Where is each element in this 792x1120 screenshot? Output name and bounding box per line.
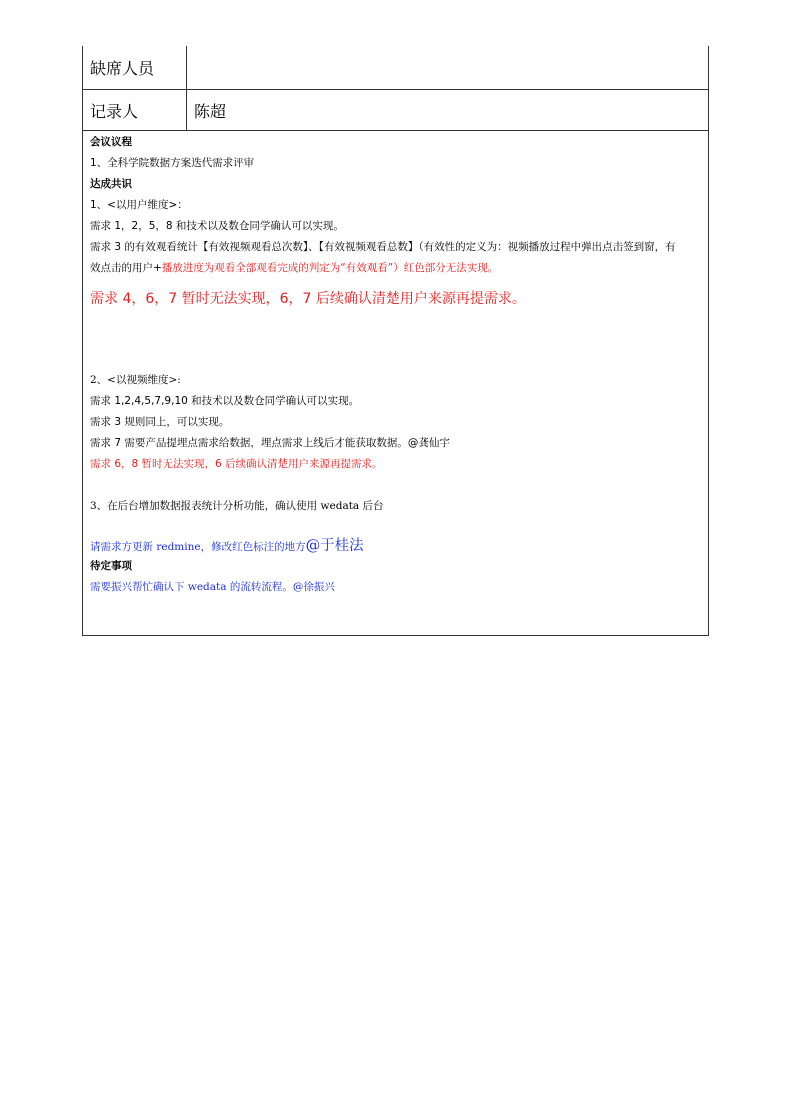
section3: 3、在后台增加数据报表统计分析功能，确认使用 wedata 后台 <box>90 500 384 512</box>
agenda-item: 1、全科学院数据方案迭代需求评审 <box>90 157 255 169</box>
v-req68: 需求 6，8 暂时无法实现，6 后续确认清楚用户来源再提需求。 <box>90 458 383 470</box>
v-req3: 需求 3 规则同上，可以实现。 <box>90 416 230 428</box>
req3-line2 <box>90 261 498 275</box>
v-req7: 需求 7 需要产品提埋点需求给数据，埋点需求上线后才能获取数据。@龚仙宇 <box>90 437 450 449</box>
agenda-heading: 会议议程 <box>90 136 132 148</box>
redmine-mention: @于桂法 <box>305 538 364 554</box>
req3-line2-red: 播放进度为观看全部观看完成的判定为“有效观看”）红色部分无法实现。 <box>161 262 499 274</box>
recorder-label: 记录人 <box>90 101 139 121</box>
req3-line1: 需求 3 的有效观看统计【有效视频观看总次数】、【有效视频观看总数】（有效性的定义为：视频播放过程中弹出点击签到窗，有 <box>90 241 676 253</box>
req467-line <box>90 290 526 308</box>
absent-row <box>83 46 708 90</box>
req-125: 需求 1，2，5，8 和技术以及数仓同学确认可以实现。 <box>90 220 344 232</box>
column-divider <box>186 90 187 130</box>
recorder-value: 陈超 <box>194 101 227 121</box>
absent-label: 缺席人员 <box>90 59 155 78</box>
section2-title: 2、<以视频维度>: <box>90 374 181 386</box>
pending-item: 需要振兴帮忙确认下 wedata 的流转流程。@徐振兴 <box>90 581 335 593</box>
section1-title: 1、<以用户维度>： <box>90 199 188 211</box>
consensus-heading: 达成共识 <box>90 178 132 190</box>
column-divider <box>186 46 187 89</box>
redmine-text: 请需求方更新 redmine，修改红色标注的地方 <box>90 541 306 553</box>
req467-bold: 需求 4，6，7 暂时无法实现，6，7 后续确认清楚 <box>90 291 400 307</box>
minutes-table <box>82 46 709 636</box>
req3-line2-black: 效点击的用户+ <box>90 262 162 274</box>
pending-heading: 待定事项 <box>90 560 132 572</box>
v-req-list: 需求 1,2,4,5,7,9,10 和技术以及数仓同学确认可以实现。 <box>90 395 360 407</box>
minutes-body <box>83 132 708 635</box>
redmine-line <box>90 539 364 554</box>
req467-tail: 用户来源再提需求。 <box>399 291 526 307</box>
recorder-row <box>83 90 708 131</box>
